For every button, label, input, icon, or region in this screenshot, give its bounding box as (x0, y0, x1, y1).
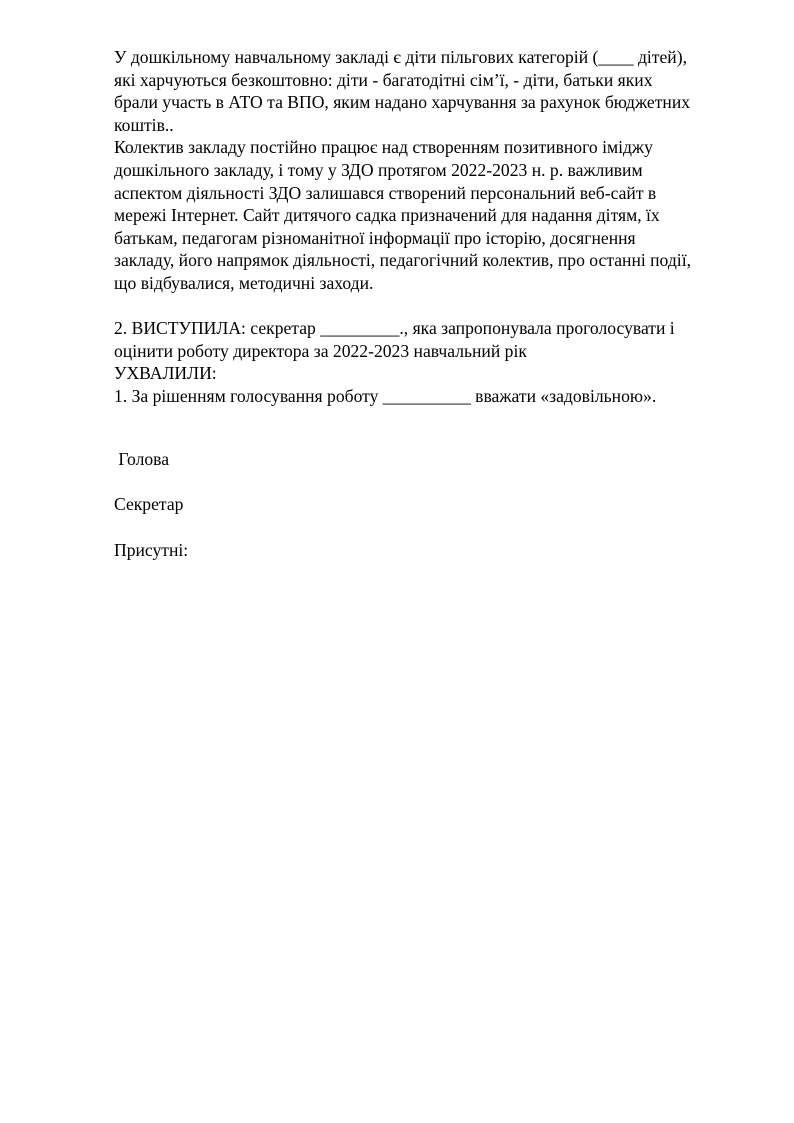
text-line: закладу, його напрямок діяльності, педагогічний колектив, про останні події, (114, 250, 691, 271)
paragraph-spacer (114, 295, 744, 318)
document-page (114, 46, 744, 584)
text-line: 2. ВИСТУПИЛА: секретар _________., яка запропонувала проголосувати і (114, 318, 675, 339)
signature-chair: Голова (114, 448, 170, 469)
text-line: дошкільного закладу, і тому у ЗДО протягом 2022-2023 н. р. важливим (114, 159, 643, 180)
paragraph-benefits (114, 46, 744, 136)
resolution-item-1: 1. За рішенням голосування роботу __________ вважати «задовільною». (114, 385, 657, 406)
text-line: батькам, педагогам різноманітної інформації про історію, досягнення (114, 227, 636, 248)
text-line: коштів.. (114, 114, 174, 135)
text-line: аспектом діяльності ЗДО залишався створений персональний веб-сайт в (114, 182, 657, 203)
section-2-speaker (114, 317, 744, 362)
text-line: брали участь в АТО та ВПО, яким надано харчування за рахунок бюджетних (114, 92, 691, 113)
resolution-heading: УХВАЛИЛИ: (114, 363, 217, 384)
signatures-block (114, 448, 744, 562)
text-line: Колектив закладу постійно працює над створенням позитивного іміджу (114, 137, 653, 158)
signature-present: Присутні: (114, 539, 189, 560)
signature-spacer (114, 408, 744, 448)
signature-secretary: Секретар (114, 494, 184, 515)
text-line: мережі Інтернет. Сайт дитячого садка призначений для надання дітям, їх (114, 205, 660, 226)
text-line: що відбувалися, методичні заходи. (114, 272, 374, 293)
resolution-section (114, 362, 744, 407)
paragraph-website (114, 136, 744, 294)
text-line: оцінити роботу директора за 2022-2023 навчальний рік (114, 340, 527, 361)
text-line: У дошкільному навчальному закладі є діти пільгових категорій (____ дітей), (114, 47, 687, 67)
text-line: які харчуються безкоштовно: діти - багатодітні сім’ї, - діти, батьки яких (114, 69, 653, 90)
